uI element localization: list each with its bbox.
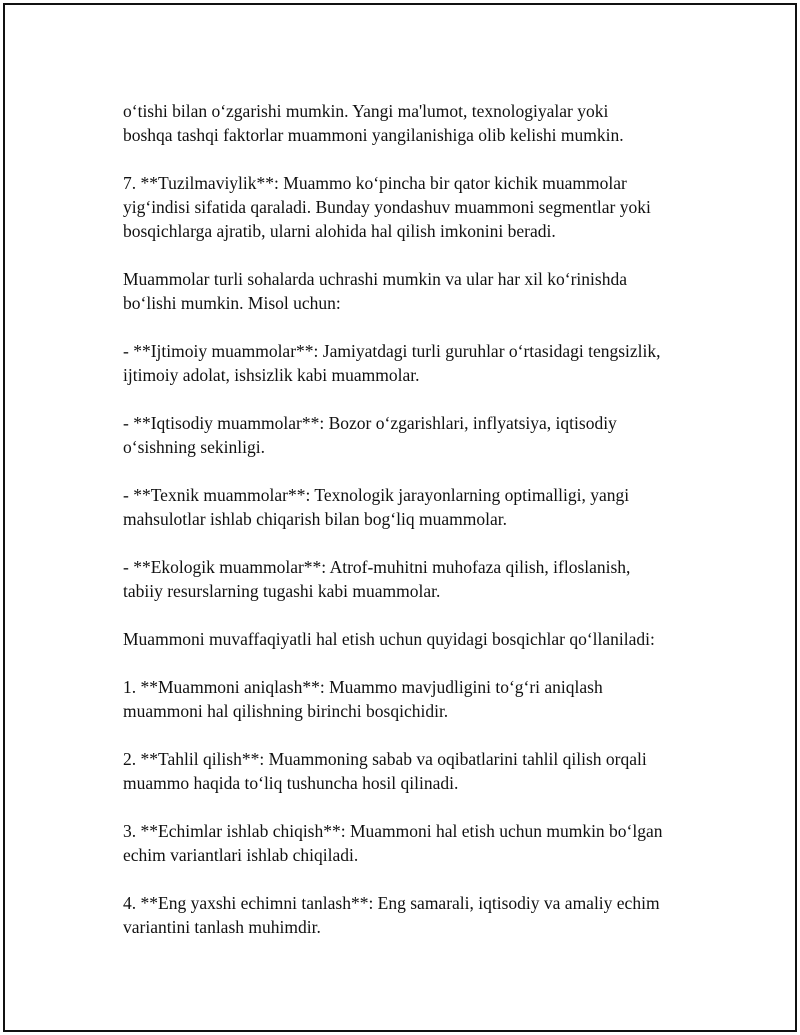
text-line: tabiiy resurslarning tugashi kabi muammolar. (123, 581, 441, 601)
paragraph-continuation (123, 99, 723, 147)
paragraph-step-4 (123, 891, 723, 939)
text-line: 2. **Tahlil qilish**: Muammoning sabab va oqibatlarini tahlil qilish orqali (123, 749, 647, 769)
text-line: 3. **Echimlar ishlab chiqish**: Muammoni hal etish uchun mumkin bo‘lgan (123, 821, 663, 841)
text-line: - **Ijtimoiy muammolar**: Jamiyatdagi turli guruhlar o‘rtasidagi tengsizlik, (123, 341, 661, 361)
text-line: boshqa tashqi faktorlar muammoni yangilanishiga olib kelishi mumkin. (123, 125, 624, 145)
text-line: bosqichlarga ajratib, ularni alohida hal qilish imkonini beradi. (123, 221, 556, 241)
paragraph-economic-problems (123, 411, 723, 459)
text-line: bo‘lishi mumkin. Misol uchun: (123, 293, 341, 313)
paragraph-step-2 (123, 747, 723, 795)
paragraph-item-7 (123, 171, 723, 243)
paragraph-technical-problems (123, 483, 723, 531)
text-line: muammo haqida to‘liq tushuncha hosil qilinadi. (123, 773, 459, 793)
text-line: o‘tishi bilan o‘zgarishi mumkin. Yangi ma'lumot, texnologiyalar yoki (123, 101, 609, 121)
paragraph-steps-intro (123, 627, 723, 651)
text-line: - **Ekologik muammolar**: Atrof-muhitni muhofaza qilish, ifloslanish, (123, 557, 631, 577)
text-line: Muammoni muvaffaqiyatli hal etish uchun quyidagi bosqichlar qo‘llaniladi: (123, 629, 655, 649)
page-body (123, 99, 723, 963)
paragraph-intro-examples (123, 267, 723, 315)
paragraph-step-3 (123, 819, 723, 867)
text-line: o‘sishning sekinligi. (123, 437, 265, 457)
text-line: 4. **Eng yaxshi echimni tanlash**: Eng samarali, iqtisodiy va amaliy echim (123, 893, 660, 913)
text-line: ijtimoiy adolat, ishsizlik kabi muammolar. (123, 365, 420, 385)
text-line: mahsulotlar ishlab chiqarish bilan bog‘liq muammolar. (123, 509, 507, 529)
text-line: - **Iqtisodiy muammolar**: Bozor o‘zgarishlari, inflyatsiya, iqtisodiy (123, 413, 617, 433)
page-frame (3, 3, 797, 1032)
paragraph-ecological-problems (123, 555, 723, 603)
text-line: muammoni hal qilishning birinchi bosqichidir. (123, 701, 449, 721)
text-line: Muammolar turli sohalarda uchrashi mumkin va ular har xil ko‘rinishda (123, 269, 627, 289)
text-line: echim variantlari ishlab chiqiladi. (123, 845, 359, 865)
text-line: yig‘indisi sifatida qaraladi. Bunday yondashuv muammoni segmentlar yoki (123, 197, 651, 217)
text-line: variantini tanlash muhimdir. (123, 917, 321, 937)
text-line: 7. **Tuzilmaviylik**: Muammo ko‘pincha bir qator kichik muammolar (123, 173, 627, 193)
text-line: 1. **Muammoni aniqlash**: Muammo mavjudligini to‘g‘ri aniqlash (123, 677, 603, 697)
paragraph-step-1 (123, 675, 723, 723)
paragraph-social-problems (123, 339, 723, 387)
text-line: - **Texnik muammolar**: Texnologik jarayonlarning optimalligi, yangi (123, 485, 630, 505)
